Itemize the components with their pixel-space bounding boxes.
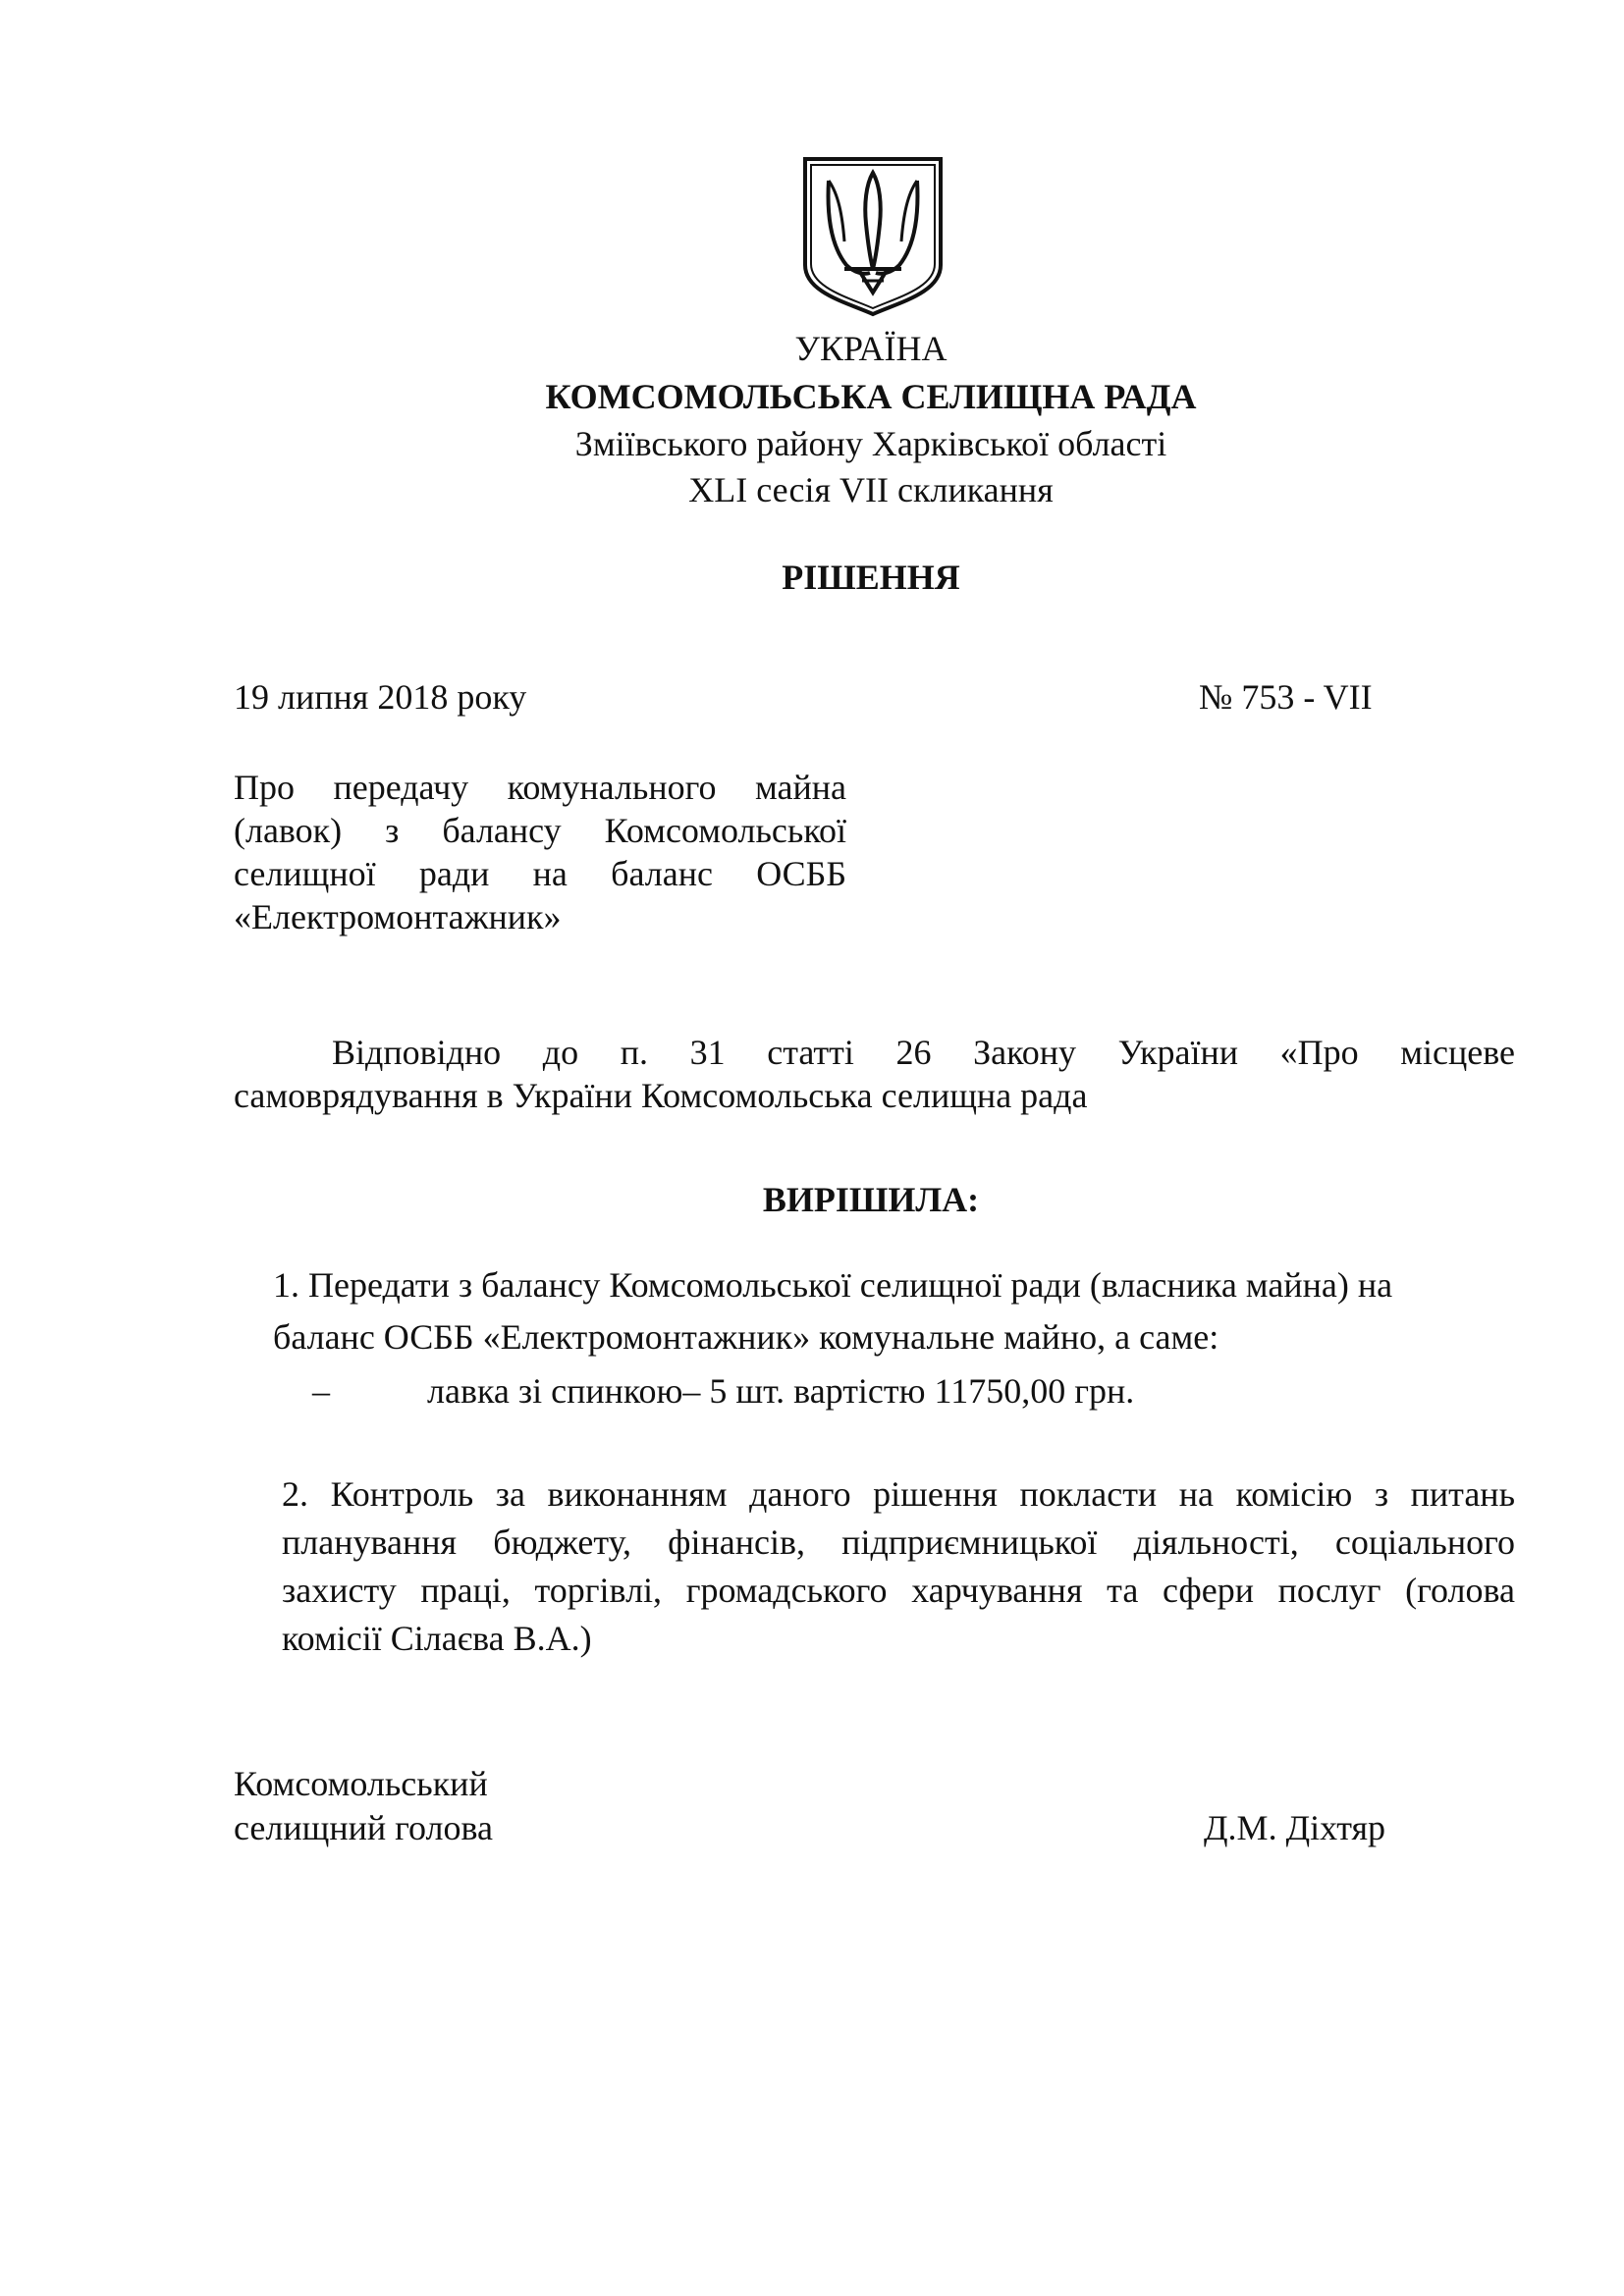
preamble-line: Відповідно до п. 31 статті 26 Закону України «Про місцеве xyxy=(332,1033,1515,1072)
decision-number: № 753 - VII xyxy=(1199,677,1373,717)
item2-line: комісії Сілаєва В.А.) xyxy=(282,1619,592,1658)
item2-line: захисту праці, торгівлі, громадського харчування та сфери послуг (голова xyxy=(282,1571,1515,1610)
subject-line: селищної ради на баланс ОСББ xyxy=(234,854,846,893)
item2-paragraph xyxy=(282,1470,1515,1663)
item2-line: 2. Контроль за виконанням даного рішення покласти на комісію з питань xyxy=(282,1474,1515,1514)
item2-line: планування бюджету, фінансів, підприємницької діяльності, соціального xyxy=(282,1522,1515,1562)
header-district: Зміївського району Харківської області xyxy=(574,424,1167,463)
decision-subject xyxy=(234,766,846,938)
decision-date: 19 липня 2018 року xyxy=(234,677,527,717)
item1-line: 1. Передати з балансу Комсомольської селищної ради (власника майна) на xyxy=(273,1265,1393,1305)
bullet-text: лавка зі спинкою– 5 шт. вартістю 11750,00 грн. xyxy=(427,1371,1135,1411)
trident-coat-of-arms-icon xyxy=(801,155,945,318)
item1-line: баланс ОСББ «Електромонтажник» комунальне майно, а саме: xyxy=(273,1317,1219,1357)
preamble-line: самоврядування в України Комсомольська селищна рада xyxy=(234,1076,1088,1115)
subject-line: (лавок) з балансу Комсомольської xyxy=(234,811,846,850)
header-country: УКРАЇНА xyxy=(794,329,947,368)
document-title: РІШЕННЯ xyxy=(782,558,960,597)
subject-line: Про передачу комунального майна xyxy=(234,768,846,807)
decided-heading: ВИРІШИЛА: xyxy=(762,1180,980,1219)
signature-title-line1: Комсомольський xyxy=(234,1764,488,1803)
preamble-paragraph xyxy=(234,1031,1515,1117)
subject-line: «Електромонтажник» xyxy=(234,897,562,936)
bullet-dash: – xyxy=(312,1371,330,1411)
signature-name: Д.М. Діхтяр xyxy=(1204,1808,1386,1847)
signature-title-line2: селищний голова xyxy=(234,1808,494,1847)
header-session: XLI сесія VII скликання xyxy=(688,470,1054,509)
header-council: КОМСОМОЛЬСЬКА СЕЛИЩНА РАДА xyxy=(545,377,1197,416)
